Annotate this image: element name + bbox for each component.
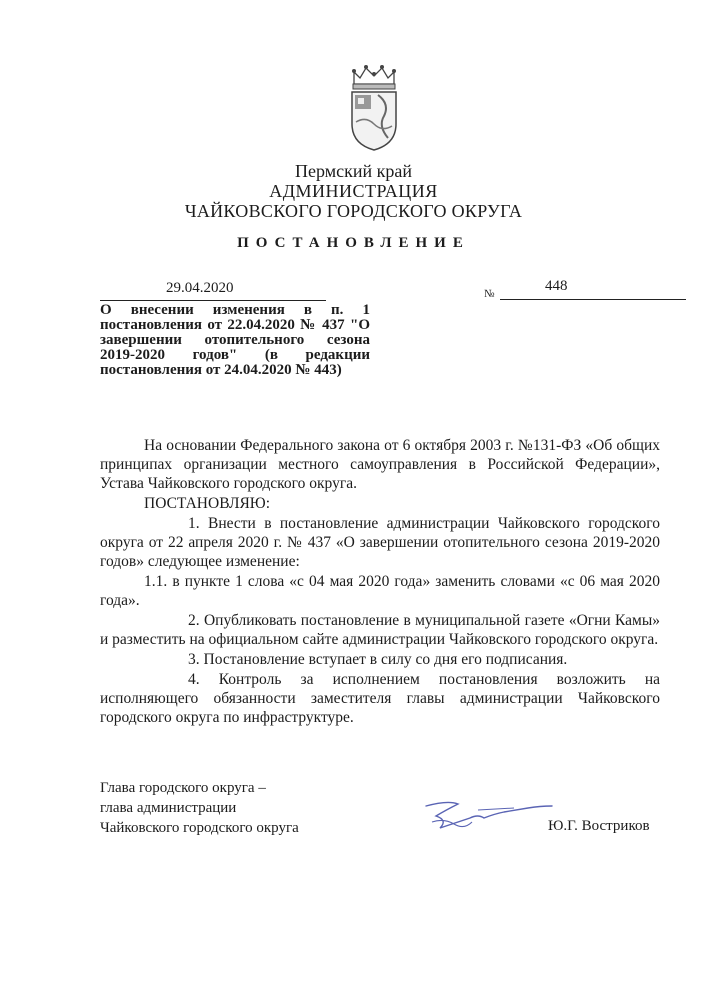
signatory-line: Глава городского округа – [100, 780, 266, 796]
item-number: 3. [188, 651, 200, 668]
date-field [100, 280, 326, 301]
item-text: 1.1. в пункте 1 слова «с 04 мая 2020 года» заменить словами «с 06 мая 2020 года». [100, 573, 660, 609]
signatory-line: Чайковского городского округа [100, 820, 299, 836]
document-number: 448 [545, 278, 568, 294]
list-item [100, 670, 660, 727]
signatory-line: глава администрации [100, 800, 237, 816]
list-item [100, 650, 660, 669]
signer-name: Ю.Г. Востриков [548, 818, 650, 834]
item-number: 4. [188, 671, 200, 688]
district-name: ЧАЙКОВСКОГО ГОРОДСКОГО ОКРУГА [184, 201, 523, 221]
item-text: Внести в постановление администрации Чайковского городского округа от 22 апреля 2020 г. № 437 «О завершении отопительного сезона 2019-2020 годов» следующее изменение: [100, 515, 661, 570]
document-subject: О внесении изменения в п. 1 постановления от 22.04.2020 № 437 "О завершении отопительного сезона 2019-2020 годов" (в редакции постановления от 24.04.2020 № 443) [100, 302, 370, 378]
coat-of-arms-emblem [344, 64, 404, 152]
item-text: Контроль за исполнением постановления возложить на исполняющего обязанности заместителя главы администрации Чайковского городского округа по инфраструктуре. [100, 671, 660, 726]
item-number: 1. [188, 515, 200, 532]
list-item [100, 611, 660, 649]
administration-title: АДМИНИСТРАЦИЯ [269, 181, 438, 201]
signatory-title [100, 778, 299, 838]
decree-heading: ПОСТАНОВЛЯЮ: [144, 495, 271, 512]
item-text: Опубликовать постановление в муниципальной газете «Огни Камы» и разместить на официальном сайте администрации Чайковского городского округа. [100, 612, 661, 648]
number-sign: № [484, 288, 495, 300]
document-date: 29.04.2020 [166, 280, 234, 296]
document-type-title: ПОСТАНОВЛЕНИЕ [237, 235, 470, 251]
intro-paragraph: На основании Федерального закона от 6 октября 2003 г. №131-ФЗ «Об общих принципах организации местного самоуправления в Российской Федерации», Устава Чайковского городского округа. [100, 437, 660, 492]
number-field [500, 278, 686, 300]
handwritten-signature [418, 796, 558, 836]
list-item [100, 572, 660, 610]
region-name: Пермский край [295, 161, 412, 181]
list-item [100, 514, 660, 571]
item-text: Постановление вступает в силу со дня его подписания. [203, 651, 568, 668]
item-number: 2. [188, 612, 200, 629]
document-body [100, 436, 660, 728]
